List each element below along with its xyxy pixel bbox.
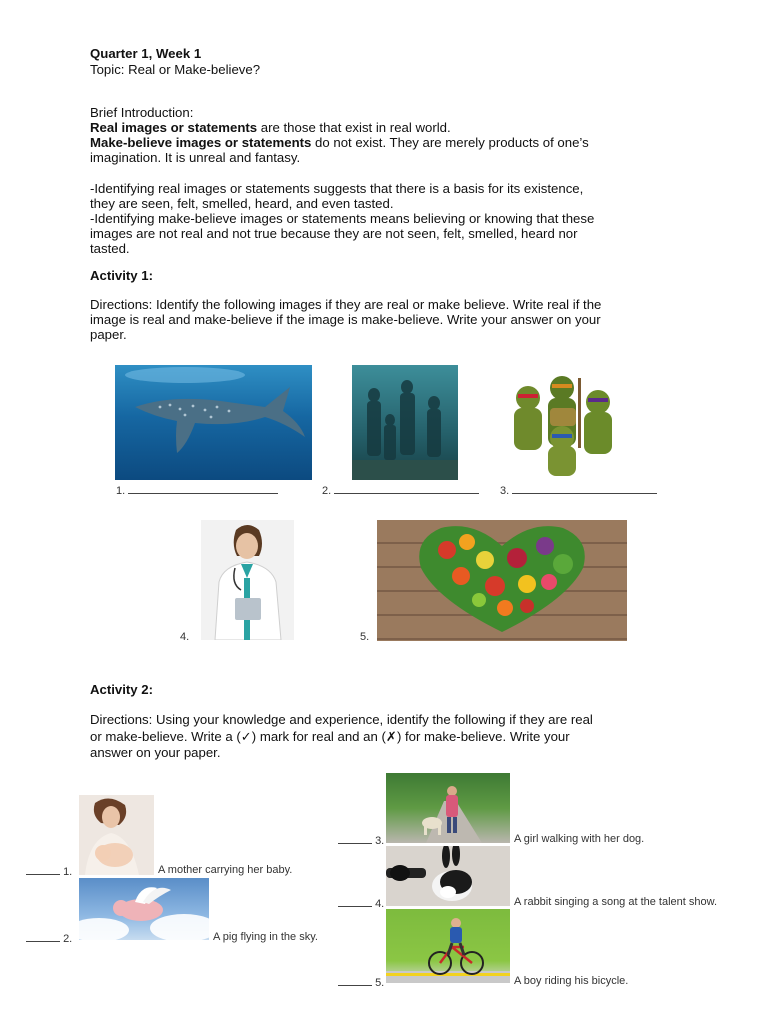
activity2-caption-2: A pig flying in the sky. — [213, 931, 318, 943]
answer-line[interactable] — [338, 896, 372, 907]
mother-baby-image — [79, 795, 154, 875]
topic-heading: Topic: Real or Make-believe? — [90, 62, 261, 77]
vegetables-heart-image — [377, 520, 627, 641]
answer-line[interactable] — [26, 864, 60, 875]
answer-line[interactable] — [338, 833, 372, 844]
answer-line[interactable] — [334, 483, 479, 494]
activity2-directions-line2: or make-believe. Write a (✓) mark for real and an (✗) for make-believe. Write your — [90, 729, 570, 744]
activity2-answer-2[interactable] — [26, 931, 72, 945]
activity1-directions-line2: image is real and make-believe if the image is make-believe. Write your answer on your — [90, 312, 601, 327]
activity2-number-2: 2. — [63, 933, 73, 945]
activity2-caption-5: A boy riding his bicycle. — [514, 975, 629, 987]
activity2-title: Activity 2: — [90, 682, 154, 697]
rabbit-microphone-image — [386, 846, 510, 906]
real-explanation-line1: -Identifying real images or statements suggests that there is a basis for its existence, — [90, 181, 584, 196]
activity1-number-3: 3. — [500, 485, 510, 497]
activity1-number-1: 1. — [116, 485, 126, 497]
real-definition — [90, 120, 451, 136]
answer-line[interactable] — [512, 483, 657, 494]
activity1-answer-3[interactable] — [500, 483, 657, 497]
make-believe-definition — [90, 135, 589, 151]
activity2-caption-4: A rabbit singing a song at the talent show. — [514, 896, 718, 908]
activity2-directions-line1: Directions: Using your knowledge and experience, identify the following if they are real — [90, 712, 593, 727]
intro-heading: Brief Introduction: — [90, 105, 194, 120]
doctor-image — [201, 520, 294, 640]
activity2-answer-1[interactable] — [26, 864, 72, 878]
answer-line[interactable] — [128, 483, 278, 494]
real-rest: are those that exist in real world. — [257, 120, 451, 135]
real-explanation-line2: they are seen, felt, smelled, heard, and even tasted. — [90, 196, 394, 211]
quarter-heading: Quarter 1, Week 1 — [90, 46, 202, 61]
activity1-number-5: 5. — [360, 631, 370, 643]
activity2-caption-3: A girl walking with her dog. — [514, 833, 645, 845]
activity2-number-3: 3. — [375, 835, 385, 847]
activity1-directions-line1: Directions: Identify the following images if they are real or make believe. Write real if the — [90, 297, 602, 312]
activity2-caption-1: A mother carrying her baby. — [158, 864, 293, 876]
answer-line[interactable] — [26, 931, 60, 942]
activity2-number-1: 1. — [63, 866, 73, 878]
make-believe-definition-line2: imagination. It is unreal and fantasy. — [90, 150, 301, 165]
activity2-answer-5[interactable] — [338, 975, 384, 989]
underwater-statues-image — [352, 365, 458, 480]
make-believe-explanation-line3: tasted. — [90, 241, 130, 256]
flying-pig-image — [79, 878, 209, 940]
activity1-answer-2[interactable] — [322, 483, 479, 497]
activity1-directions-line3: paper. — [90, 327, 127, 342]
activity2-answer-3[interactable] — [338, 833, 384, 847]
answer-line[interactable] — [338, 975, 372, 986]
whale-shark-image — [115, 365, 312, 480]
activity1-answer-1[interactable] — [116, 483, 278, 497]
make-believe-term: Make-believe images or statements — [90, 135, 312, 150]
ninja-turtles-image — [500, 368, 625, 480]
girl-dog-image — [386, 773, 510, 843]
activity1-title: Activity 1: — [90, 268, 154, 283]
activity1-number-4: 4. — [180, 631, 190, 643]
activity2-number-4: 4. — [375, 898, 385, 910]
boy-bicycle-image — [386, 909, 510, 983]
make-believe-rest: do not exist. They are merely products of one’s — [311, 135, 589, 150]
activity2-number-5: 5. — [375, 977, 385, 989]
make-believe-explanation-line2: images are not real and not true because they are not seen, felt, smelled, heard nor — [90, 226, 578, 241]
make-believe-explanation-line1: -Identifying make-believe images or statements means believing or knowing that these — [90, 211, 595, 226]
real-term: Real images or statements — [90, 120, 258, 135]
activity2-directions-line3: answer on your paper. — [90, 745, 221, 760]
activity2-answer-4[interactable] — [338, 896, 384, 910]
activity1-number-2: 2. — [322, 485, 332, 497]
